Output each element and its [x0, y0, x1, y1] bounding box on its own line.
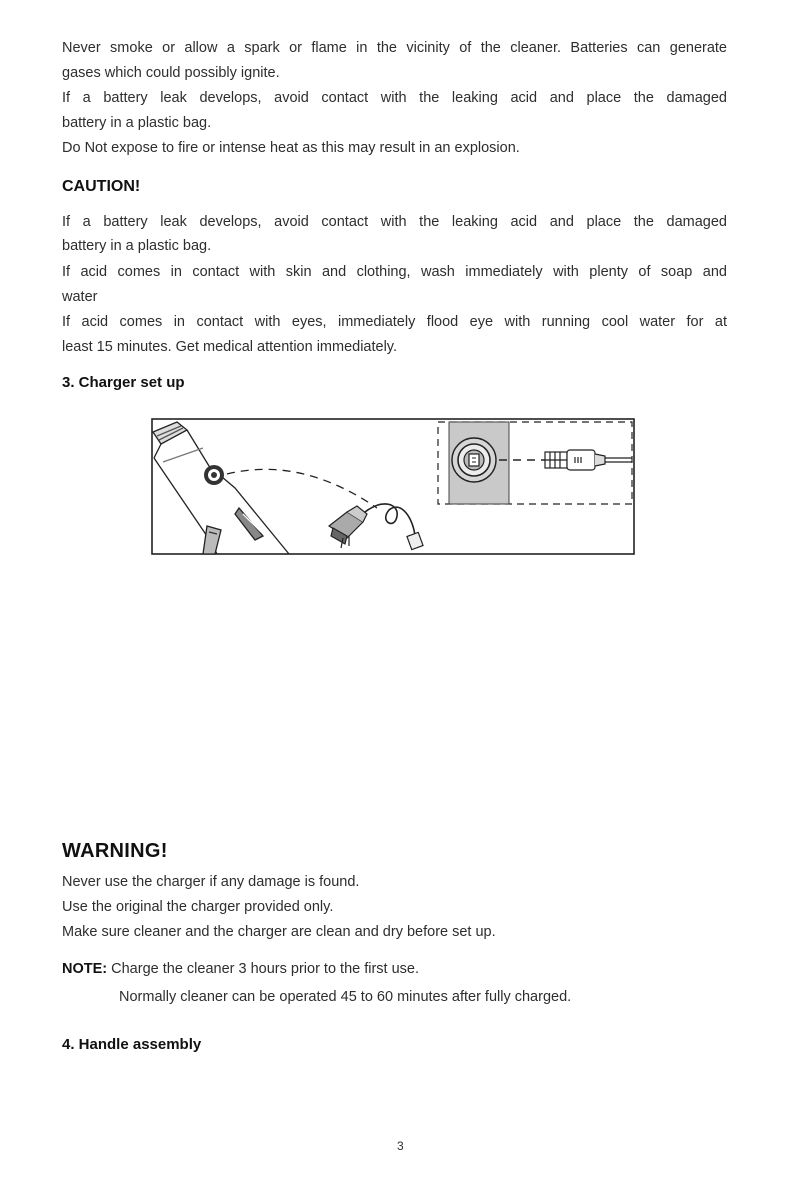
intro-line-4: battery in a plastic bag.: [62, 115, 212, 131]
note-text: Charge the cleaner 3 hours prior to the first use.: [107, 961, 420, 977]
note-subline: Normally cleaner can be operated 45 to 60 minutes after fully charged.: [119, 989, 572, 1005]
intro-line-3: If a battery leak develops, avoid contact with the leaking acid and place the damaged: [62, 90, 727, 106]
caution-line-2: battery in a plastic bag.: [62, 238, 212, 254]
intro-line-1: Never smoke or allow a spark or flame in the vicinity of the cleaner. Batteries can generate: [62, 40, 727, 56]
caution-line-6: least 15 minutes. Get medical attention immediately.: [62, 339, 398, 355]
caution-line-5: If acid comes in contact with eyes, immediately flood eye with running cool water for at: [62, 314, 727, 330]
caution-heading: CAUTION!: [62, 178, 141, 195]
page-number: 3: [397, 1139, 404, 1153]
warning-line-1: Never use the charger if any damage is found.: [62, 874, 360, 890]
caution-line-3: If acid comes in contact with skin and clothing, wash immediately with plenty of soap and: [62, 264, 727, 280]
warning-heading: WARNING!: [62, 840, 168, 862]
figure-border: [152, 419, 634, 554]
caution-line-1: If a battery leak develops, avoid contact with the leaking acid and place the damaged: [62, 214, 727, 230]
intro-line-5: Do Not expose to fire or intense heat as this may result in an explosion.: [62, 140, 520, 156]
charger-setup-figure: [151, 418, 635, 555]
warning-line-3: Make sure cleaner and the charger are clean and dry before set up.: [62, 924, 496, 940]
intro-line-2: gases which could possibly ignite.: [62, 65, 280, 81]
charging-port-icon: [204, 465, 224, 485]
section-4-title: 4. Handle assembly: [62, 1036, 202, 1053]
note-label: NOTE:: [62, 961, 108, 977]
warning-line-2: Use the original the charger provided only.: [62, 899, 334, 915]
note-line: [62, 960, 727, 978]
section-3-title: 3. Charger set up: [62, 374, 185, 391]
caution-line-4: water: [62, 289, 98, 305]
inset-charging-socket-icon: [452, 438, 496, 482]
